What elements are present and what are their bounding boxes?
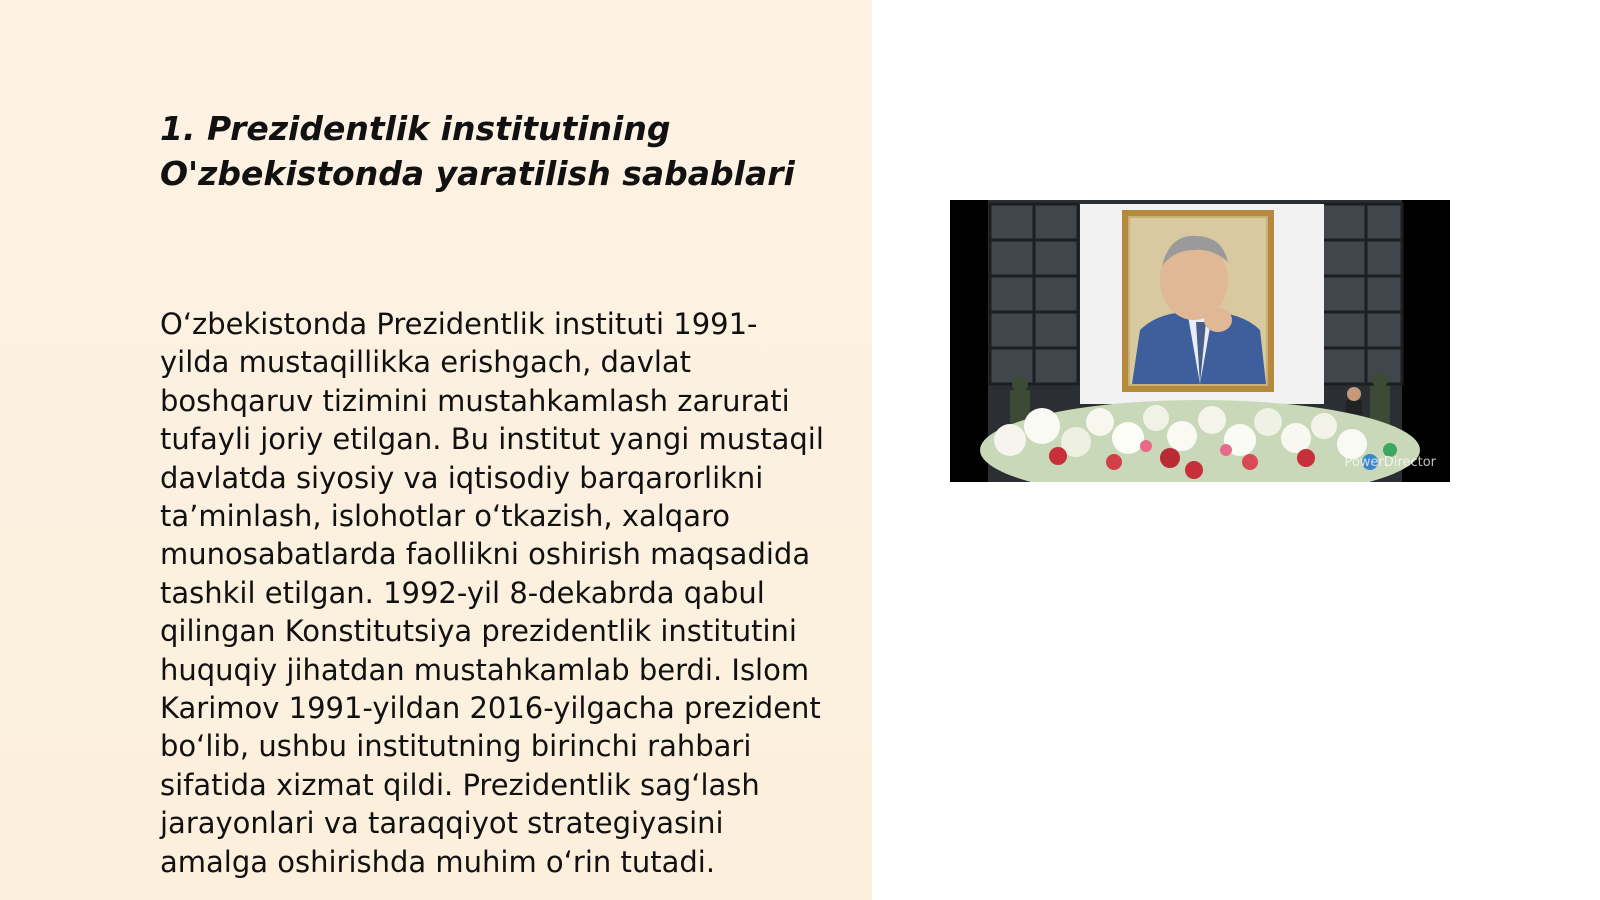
memorial-portrait-photo — [950, 200, 1450, 482]
body-line: huquqiy jihatdan mustahkamlab berdi. Islom — [160, 652, 810, 687]
body-line: bo‘lib, ushbu institutning birinchi rahbari — [160, 729, 752, 764]
body-line: qilingan Konstitutsiya prezidentlik institutini — [160, 614, 797, 649]
body-line: boshqaruv tizimini mustahkamlash zarurati — [160, 383, 790, 418]
body-line: yilda mustaqillikka erishgach, davlat — [160, 345, 692, 380]
body-line: amalga oshirishda muhim o‘rin tutadi. — [160, 844, 716, 879]
title-line: 1. Prezidentlik institutining — [160, 109, 671, 148]
body-line: jarayonlari va taraqqiyot strategiyasini — [160, 806, 724, 841]
slide-title — [160, 106, 840, 196]
body-line: munosabatlarda faollikni oshirish maqsadida — [160, 537, 811, 572]
body-paragraph — [160, 305, 850, 881]
body-line: Karimov 1991-yildan 2016-yilgacha prezident — [160, 691, 821, 726]
body-line: sifatida xizmat qildi. Prezidentlik sag‘lash — [160, 767, 760, 802]
photo-illustration — [950, 200, 1450, 482]
body-line: davlatda siyosiy va iqtisodiy barqarorlikni — [160, 460, 764, 495]
body-line: O‘zbekistonda Prezidentlik instituti 1991- — [160, 307, 758, 341]
body-line: ta’minlash, islohotlar o‘tkazish, xalqaro — [160, 499, 731, 534]
title-line: O'zbekistonda yaratilish sabablari — [160, 154, 795, 193]
body-line: tufayli joriy etilgan. Bu institut yangi mustaqil — [160, 422, 824, 457]
photo-watermark: PowerDirector — [1344, 455, 1436, 470]
body-line: tashkil etilgan. 1992-yil 8-dekabrda qabul — [160, 575, 765, 610]
